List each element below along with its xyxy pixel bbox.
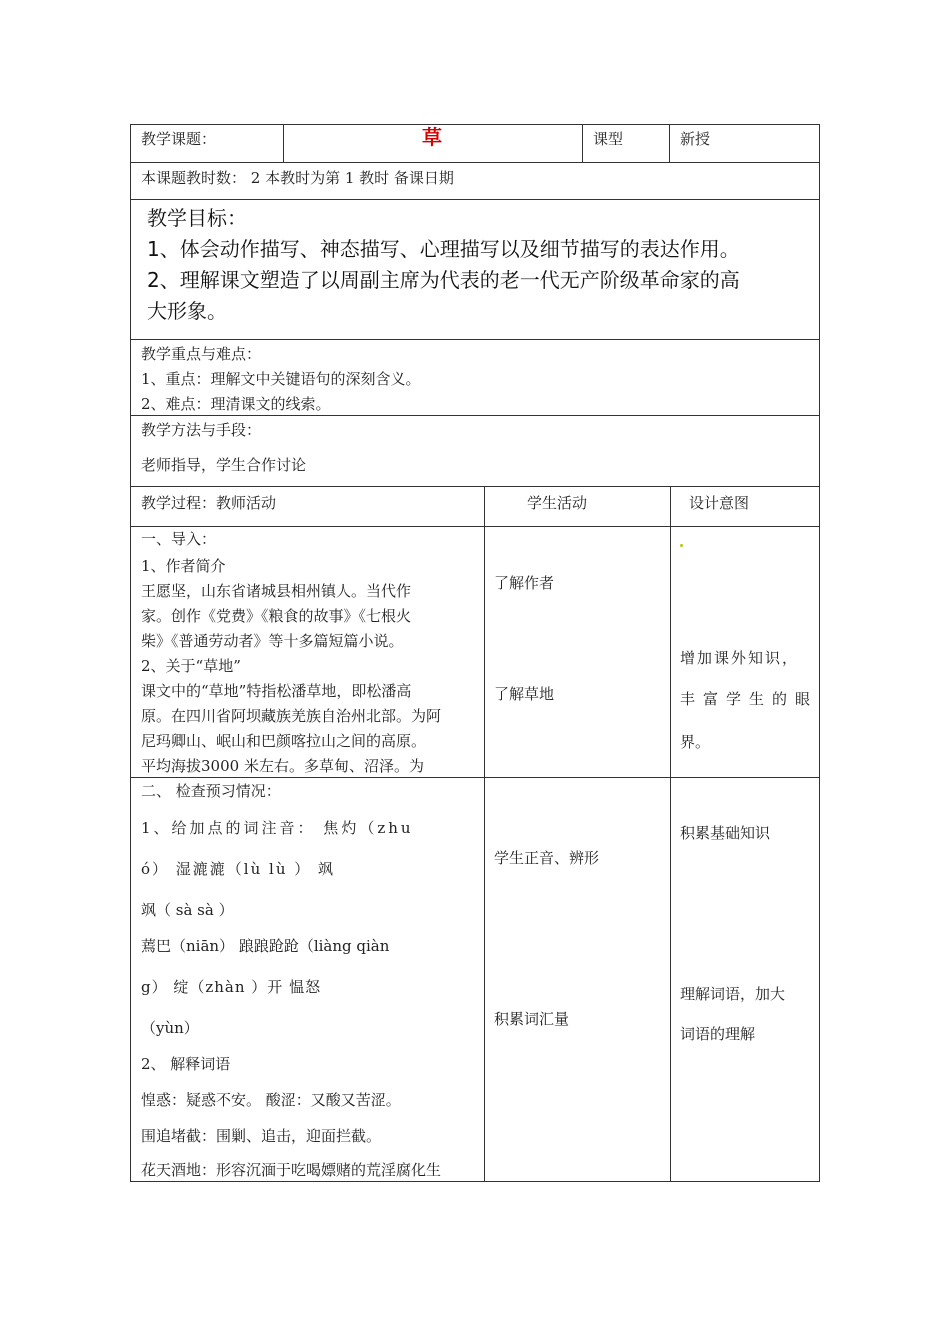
hours-line: 本课题教时数： 2 本教时为第 1 教时 备课日期 [141, 169, 454, 187]
section1-line: 尼玛卿山、岷山和巴颜喀拉山之间的高原。 [141, 732, 427, 750]
col-divider [669, 124, 670, 162]
row-divider [130, 777, 820, 778]
section2-student: 学生正音、辨形 [494, 849, 600, 867]
section2-line: 2、 解释词语 [141, 1055, 231, 1073]
section1-design: 界。 [680, 733, 711, 751]
highlight-marker [680, 544, 683, 547]
methods-text: 老师指导，学生合作讨论 [141, 456, 307, 474]
section1-line: 平均海拔3000 米左右。多草甸、沼泽。为 [141, 757, 424, 775]
key-point-item: 1、重点：理解文中关键语句的深刻含义。 [141, 370, 421, 388]
section1-line: 课文中的“草地”特指松潘草地，即松潘高 [141, 682, 412, 700]
section1-line: 1、作者简介 [141, 557, 226, 575]
section2-line: 花天酒地：形容沉湎于吃喝嫖赌的荒淫腐化生 [141, 1161, 442, 1179]
col-divider [484, 486, 485, 1181]
row-divider [130, 339, 820, 340]
section1-line: 王愿坚，山东省诸城县相州镇人。当代作 [141, 582, 412, 600]
process-teacher-header: 教学过程：教师活动 [141, 494, 277, 512]
process-design-header: 设计意图 [689, 494, 750, 512]
topic-label: 教学课题： [141, 130, 217, 148]
section1-design: 增加课外知识， [680, 649, 800, 667]
section2-line: 1、给加点的词注音： 焦灼（zhu [141, 819, 414, 837]
table-border-top [130, 124, 820, 125]
section2-line: 蔫巴（niān） 踉踉跄跄（liàng qiàn [141, 937, 390, 955]
section2-line: 二、 检查预习情况： [141, 782, 281, 800]
page-title: 草 [422, 125, 442, 149]
section2-line: 围追堵截：围剿、追击，迎面拦截。 [141, 1127, 382, 1145]
section2-line: ó） 湿漉漉（lù lù ） 飒 [141, 860, 336, 878]
section2-student: 积累词汇量 [494, 1010, 570, 1028]
section1-line: 2、关于“草地” [141, 657, 241, 675]
methods-heading: 教学方法与手段： [141, 421, 262, 439]
section1-line: 柴》《普通劳动者》等十多篇短篇小说。 [141, 632, 404, 650]
col-divider [670, 486, 671, 1181]
section1-student: 了解作者 [494, 574, 555, 592]
col-divider [283, 124, 284, 162]
type-value: 新授 [680, 130, 711, 148]
objective-item: 1、体会动作描写、神态描写、心理描写以及细节描写的表达作用。 [147, 237, 740, 261]
row-divider [130, 162, 820, 163]
table-border-left [130, 124, 131, 1182]
objective-item: 2、理解课文塑造了以周副主席为代表的老一代无产阶级革命家的高 [147, 268, 740, 292]
section1-line: 家。创作《党费》《粮食的故事》《七根火 [141, 607, 412, 625]
row-divider [130, 486, 820, 487]
table-border-right [819, 124, 820, 1182]
section2-line: g） 绽（zhàn ）开 愠怒 [141, 978, 322, 996]
objectives-heading: 教学目标： [147, 206, 247, 230]
section1-line: 原。在四川省阿坝藏族羌族自治州北部。为阿 [141, 707, 442, 725]
section1-line: 一、导入： [141, 530, 217, 548]
row-divider [130, 415, 820, 416]
section2-line: 惶惑：疑惑不安。 酸涩：又酸又苦涩。 [141, 1091, 401, 1109]
section2-design: 积累基础知识 [680, 824, 771, 842]
table-border-bottom [130, 1181, 820, 1182]
section2-design: 词语的理解 [680, 1025, 756, 1043]
key-point-item: 2、难点：理清课文的线索。 [141, 395, 331, 413]
col-divider [582, 124, 583, 162]
row-divider [130, 199, 820, 200]
section2-line: （yùn） [141, 1019, 199, 1037]
row-divider [130, 526, 820, 527]
section2-design: 理解词语，加大 [680, 985, 786, 1003]
objective-item: 大形象。 [147, 299, 227, 323]
type-label: 课型 [593, 130, 624, 148]
section1-student: 了解草地 [494, 685, 555, 703]
key-points-heading: 教学重点与难点： [141, 345, 262, 363]
section2-line: 飒（ sà sà ） [141, 901, 234, 919]
process-student-header: 学生活动 [527, 494, 588, 512]
section1-design: 丰富学生的眼 [680, 690, 819, 708]
